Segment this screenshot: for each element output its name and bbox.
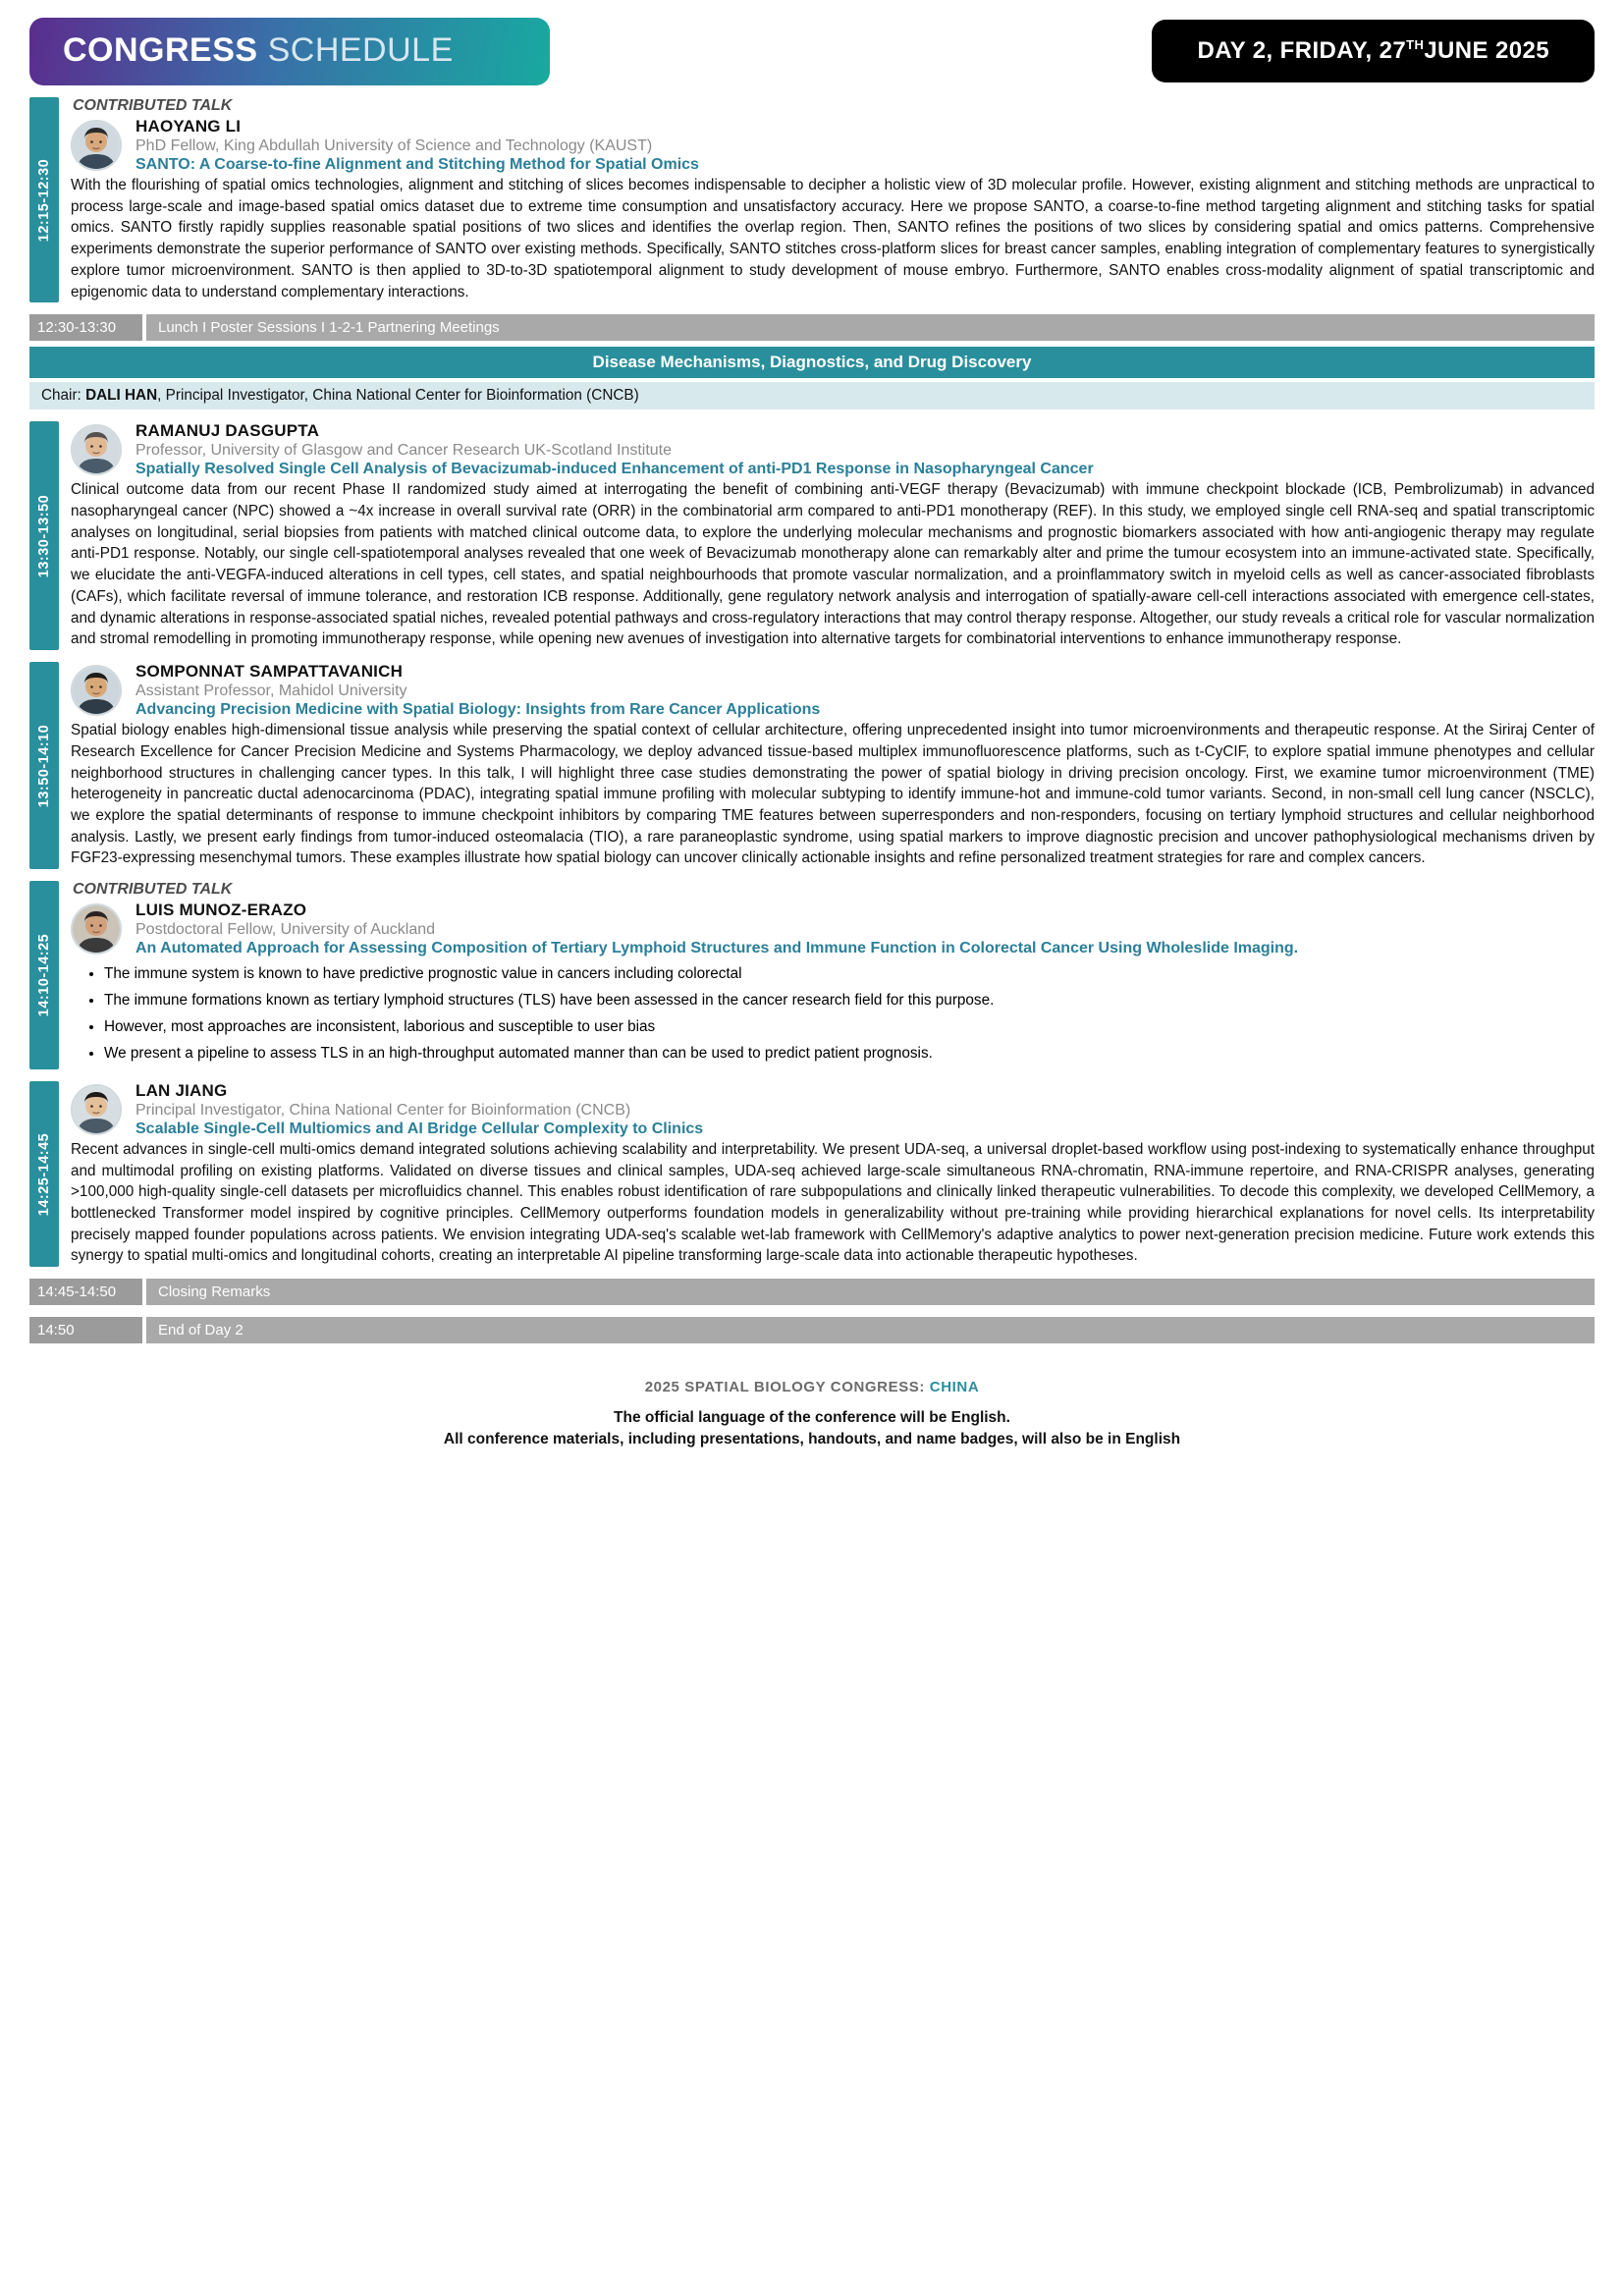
speaker-text bbox=[135, 117, 1595, 174]
talk-title: Advancing Precision Medicine with Spatial Biology: Insights from Rare Cancer Applications bbox=[135, 701, 821, 719]
session-chair-bar bbox=[29, 382, 1595, 410]
speaker-text bbox=[135, 1081, 1595, 1138]
talk-content bbox=[59, 421, 1595, 650]
speaker-name: SOMPONNAT SAMPATTAVANICH bbox=[135, 662, 404, 682]
contributed-talk-tag: CONTRIBUTED TALK bbox=[73, 881, 233, 899]
speaker-affiliation: Postdoctoral Fellow, University of Auckland bbox=[135, 921, 436, 939]
talk-time-label: 14:25-14:45 bbox=[36, 1132, 52, 1216]
schedule-bar-row bbox=[29, 1317, 1595, 1343]
speaker-header bbox=[71, 901, 1595, 957]
contributed-talk-tag: CONTRIBUTED TALK bbox=[73, 97, 233, 114]
speaker-text bbox=[135, 901, 1595, 957]
day-badge bbox=[1152, 20, 1595, 82]
day-prefix: DAY 2, FRIDAY, 27 bbox=[1197, 37, 1407, 64]
talk-content bbox=[59, 662, 1595, 869]
talk-time-rail bbox=[29, 97, 59, 302]
speaker-name: HAOYANG LI bbox=[135, 117, 242, 136]
talk-block bbox=[29, 881, 1595, 1069]
talk-block bbox=[29, 662, 1595, 869]
talk-content bbox=[59, 881, 1595, 1069]
speaker-affiliation: Assistant Professor, Mahidol University bbox=[135, 683, 407, 700]
bar-time: 12:30-13:30 bbox=[29, 314, 142, 341]
bar-time: 14:45-14:50 bbox=[29, 1279, 142, 1305]
talk-time-label: 13:50-14:10 bbox=[36, 724, 52, 807]
talk-title: An Automated Approach for Assessing Composition of Tertiary Lymphoid Structures and Immune Function in Colorectal Cancer Using Wholeslide Imaging. bbox=[135, 940, 1299, 957]
talk-abstract: Spatial biology enables high-dimensional tissue analysis while preserving the spatial context of cellular architecture, offering unprecedented insight into tumor microenvironments and therapeutic response. At the Siriraj Center of Research Excellence for Cancer Precision Medicine and Systems Pharmacology, we deploy advanced tissue-based multiplex immunofluorescence platforms, such as t-CyCIF, to explore spatial immune phenotypes and cellular neighborhood structures in challenging cancer types. In this talk, I will highlight three case studies demonstrating the power of spatial biology in driving precision oncology. First, we examine tumor microenvironment (TME) heterogeneity in pancreatic ductal adenocarcinoma (PDAC), integrating spatial immune profiling with molecular subtyping to identify immune-hot and immune-cold tumor variants. Second, in non-small cell lung cancer (NSCLC), we explore the spatial determinants of response to immune checkpoint inhibitors by comparing TME features between superresponders and non-responders, focusing on tertiary lymphoid structures and cellular neighborhood analysis. Lastly, we present early findings from tumor-induced osteomalacia (TIO), a rare paraneoplastic syndrome, using spatial markers to improve diagnostic precision and uncover pathophysiological mechanisms driven by FGF23-expressing mesenchymal tumors. These examples illustrate how spatial biology can uncover clinically actionable insights and refine personalized treatment strategies for rare and complex cancers. bbox=[71, 722, 1595, 867]
footer-congress-prefix: 2025 SPATIAL BIOLOGY CONGRESS: bbox=[644, 1379, 930, 1396]
bar-label: Lunch I Poster Sessions I 1-2-1 Partnering Meetings bbox=[146, 314, 1595, 341]
schedule-bar-row bbox=[29, 1279, 1595, 1305]
speaker-affiliation: Professor, University of Glasgow and Cancer Research UK-Scotland Institute bbox=[135, 442, 673, 460]
speaker-name: LUIS MUNOZ-ERAZO bbox=[135, 901, 307, 920]
logo-light-text: SCHEDULE bbox=[267, 31, 454, 69]
bar-time: 14:50 bbox=[29, 1317, 142, 1343]
speaker-affiliation: PhD Fellow, King Abdullah University of Science and Technology (KAUST) bbox=[135, 137, 653, 154]
talk-time-label: 12:15-12:30 bbox=[36, 158, 52, 242]
bar-label: Closing Remarks bbox=[146, 1279, 1595, 1305]
speaker-name: RAMANUJ DASGUPTA bbox=[135, 421, 320, 441]
day-ordinal-suffix: TH bbox=[1406, 37, 1425, 52]
talk-abstract: Recent advances in single-cell multi-omics demand integrated solutions achieving scalability and interpretability. We present UDA-seq, a universal droplet-based workflow using post-indexing to systematically enhance throughput and multimodal profiling on existing platforms. Validated on diverse tissues and clinical samples, UDA-seq achieved large-scale simultaneous RNA-chromatin, RNA-immune repertoire, and RNA-CRISPR analyses, generating >100,000 high-quality single-cell datasets per microfluidics channel. This enables robust identification of rare subpopulations and clinically linked therapeutic vulnerabilities. To decode this complexity, we developed CellMemory, a bottlenecked Transformer model inspired by cognitive principles. CellMemory outperforms foundation models in generalizability without pre-training while providing hierarchical explanations for novel cells. Its interpretability precisely mapped founder populations across patients. We envision integrating UDA-seq's scalable wet-lab framework with CellMemory's adaptive analytics to power next-generation precision medicine. Future work extends this synergy to spatial multi-omics and longitudinal cohorts, creating an interpretable AI pipeline transforming large-scale data into actionable therapeutic hypotheses. bbox=[71, 1140, 1595, 1265]
talk-title: SANTO: A Coarse-to-fine Alignment and Stitching Method for Spatial Omics bbox=[135, 156, 699, 173]
chair-name: DALI HAN bbox=[85, 387, 158, 405]
talk-time-rail bbox=[29, 662, 59, 869]
talk-time-rail bbox=[29, 421, 59, 650]
footer-language-line: The official language of the conference will be English. bbox=[614, 1409, 1010, 1427]
speaker-text bbox=[135, 421, 1595, 478]
avatar bbox=[71, 1084, 122, 1135]
talk-bullet-item: • We present a pipeline to assess TLS in an high-throughput automated manner than can be used to predict patient prognosis. bbox=[104, 1043, 1595, 1066]
talk-block bbox=[29, 97, 1595, 302]
speaker-header bbox=[71, 421, 1595, 478]
day-suffix: JUNE 2025 bbox=[1424, 37, 1549, 64]
schedule-list bbox=[29, 97, 1595, 1343]
speaker-header bbox=[71, 1081, 1595, 1138]
footer-congress-highlight: CHINA bbox=[929, 1379, 980, 1396]
bar-label: End of Day 2 bbox=[146, 1317, 1595, 1343]
talk-bullet-item: • The immune formations known as tertiary lymphoid structures (TLS) have been assessed in the cancer research field for this purpose. bbox=[104, 990, 1595, 1012]
speaker-header bbox=[71, 117, 1595, 174]
talk-abstract: With the flourishing of spatial omics technologies, alignment and stitching of slices becomes indispensable to decipher a holistic view of 3D molecular profile. However, existing alignment and stitching methods are unpractical to process large-scale and image-based spatial omics dataset due to extreme time consumption and unsatisfactory accuracy. Here we propose SANTO, a coarse-to-fine method targeting alignment and stitching tasks for spatial omics. SANTO firstly rapidly supplies reasonable spatial positions of two slices and identifies the overlap region. Then, SANTO refines the positions of two slices by considering spatial and omics patterns. Comprehensive experiments demonstrate the superior performance of SANTO over existing methods. Specifically, SANTO stitches cross-platform slices for breast cancer samples, enabling integration of complementary features to synergistically explore tumor microenvironment. SANTO is then applied to 3D-to-3D spatiotemporal alignment to study development of mouse embryo. Furthermore, SANTO enables cross-modality alignment of spatial transcriptomic and epigenomic data to understand complementary interactions. bbox=[71, 177, 1595, 301]
avatar bbox=[71, 120, 122, 171]
congress-logo bbox=[29, 18, 550, 85]
talk-time-rail bbox=[29, 1081, 59, 1267]
speaker-name: LAN JIANG bbox=[135, 1080, 228, 1100]
talk-bullet-list bbox=[71, 963, 1595, 1066]
avatar bbox=[71, 424, 122, 475]
talk-time-rail bbox=[29, 881, 59, 1069]
talk-time-label: 13:30-13:50 bbox=[36, 494, 52, 577]
talk-bullet-item: • However, most approaches are inconsistent, laborious and susceptible to user bias bbox=[104, 1016, 1595, 1039]
schedule-bar-row bbox=[29, 314, 1595, 341]
footer-congress-line bbox=[29, 1379, 1595, 1395]
talk-block bbox=[29, 421, 1595, 650]
page-header bbox=[29, 18, 1595, 85]
session-title-bar: Disease Mechanisms, Diagnostics, and Drug Discovery bbox=[29, 347, 1595, 378]
talk-content bbox=[59, 97, 1595, 302]
speaker-text bbox=[135, 662, 1595, 719]
talk-title: Scalable Single-Cell Multiomics and AI Bridge Cellular Complexity to Clinics bbox=[135, 1120, 704, 1137]
avatar bbox=[71, 665, 122, 716]
talk-block bbox=[29, 1081, 1595, 1267]
speaker-affiliation: Principal Investigator, China National Center for Bioinformation (CNCB) bbox=[135, 1101, 631, 1119]
talk-time-label: 14:10-14:25 bbox=[36, 933, 52, 1017]
footer-materials-line: All conference materials, including presentations, handouts, and name badges, will also be in English bbox=[443, 1431, 1181, 1448]
avatar bbox=[71, 903, 122, 955]
speaker-header bbox=[71, 662, 1595, 719]
logo-bold-text: CONGRESS bbox=[63, 31, 258, 69]
talk-content bbox=[59, 1081, 1595, 1267]
talk-abstract: Clinical outcome data from our recent Phase II randomized study aimed at interrogating the benefit of combining anti-VEGF therapy (Bevacizumab) with immune checkpoint blockade (ICB, Pembrolizumab) in advanced nasopharyngeal cancer (NPC) showed a ~4x increase in overall survival rate (ORR) in the combinatorial arm compared to anti-PD1 monotherapy (REF). In this study, we employed single cell RNA-seq and spatial transcriptomic analyses on longitudinal, serial biopsies from patients with matched clinical outcome data, to explore the underlying molecular mechanisms and prognostic biomarkers associated with how anti-angiogenic therapy may regulate anti-PD1 response. Notably, our single cell-spatiotemporal analyses revealed that one week of Bevacizumab monotherapy alone can remarkably alter and prime the tumour ecosystem into an immune-activated state. Specifically, we elucidate the anti-VEGFA-induced alterations in cell types, cell states, and spatial neighbourhoods that promote vascular normalization, and a proinflammatory switch in myeloid cells as well as cancer-associated fibroblasts (CAFs), which facilitate reversal of immune tolerance, and restoration ICB response. Additionally, gene regulatory network analysis and interrogation of spatially-aware cell-cell interactions associated with emergence cell-states, and dynamic alterations in response-associated spatial niches, revealed potential pathways and cross-regulatory interactions that may control therapy response. Altogether, our study reveals a critical role for vascular normalization and stromal remodelling in promoting immunotherapy response, while opening new avenues of investigation into alternative targets for combinatorial interventions to enhance immunotherapy response. bbox=[71, 481, 1595, 648]
talk-title: Spatially Resolved Single Cell Analysis of Bevacizumab-induced Enhancement of anti-PD1 Response in Nasopharyngeal Cancer bbox=[135, 461, 1094, 478]
talk-bullet-item: • The immune system is known to have predictive prognostic value in cancers including colorectal bbox=[104, 963, 1595, 986]
chair-affiliation: , Principal Investigator, China National Center for Bioinformation (CNCB) bbox=[157, 387, 639, 405]
chair-prefix: Chair: bbox=[41, 387, 86, 405]
page-footer bbox=[29, 1379, 1595, 1448]
